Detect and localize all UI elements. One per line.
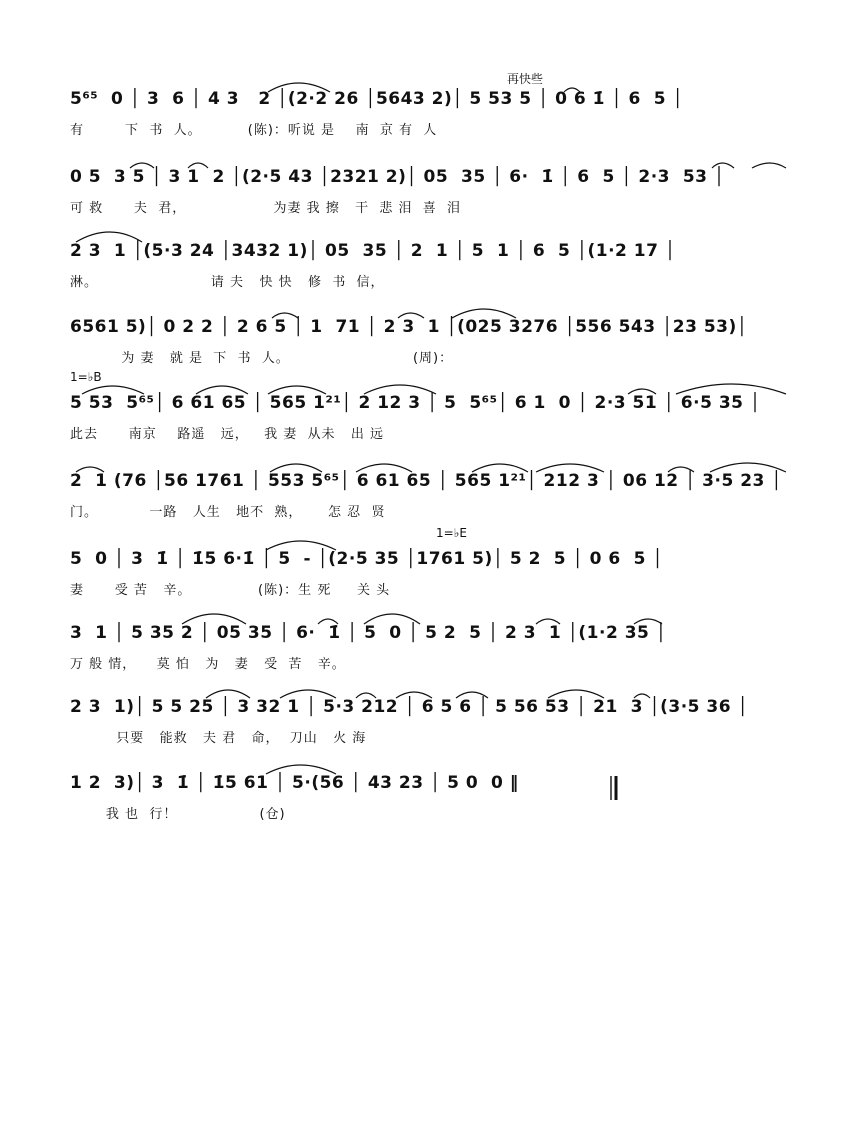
lyrics-line	[70, 502, 792, 524]
key-change-bflat: 1=♭B	[70, 370, 102, 384]
lyrics-text: 只要 能救 夫 君 命， 刀山 火 海	[70, 731, 367, 746]
score-system-10	[0, 764, 864, 834]
lyrics-line	[70, 580, 792, 602]
notation-text: 0 5 3 5 │ 3 1 2 │(2·5 43 │2321 2)│ 05 35 │ 6· 1̇ │ 6 5 │ 2·3 53 │	[70, 167, 725, 187]
lyrics-text: 我 也 行！ (仓)	[70, 807, 286, 822]
lyrics-line	[70, 272, 792, 294]
lyrics-line	[70, 728, 792, 750]
lyrics-text: 可 救 夫 君， 为妻 我 擦 干 悲 泪 喜 泪	[70, 201, 462, 216]
score-system-2	[0, 158, 864, 228]
lyrics-line	[70, 348, 792, 370]
notation-line	[70, 158, 792, 196]
tempo-marking: 再快些	[507, 72, 544, 86]
score-system-8	[0, 614, 864, 684]
notation-text: 2 1 (76 │56 1761 │ 553 5⁶⁵│ 6 61 65 │ 565 1²¹│ 212 3 │ 06 12 │ 3·5 23 │	[70, 471, 783, 491]
notation-line	[70, 308, 792, 346]
score-system-9	[0, 688, 864, 758]
notation-line	[70, 80, 792, 118]
score-system-3	[0, 232, 864, 302]
lyrics-line	[70, 804, 792, 826]
notation-text: 5 53 5⁶⁵│ 6 61 65 │ 565 1²¹│ 2 12 3 │ 5 5⁶⁵│ 6 1 0 │ 2·3 51 │ 6·5 35 │	[70, 393, 761, 413]
lyrics-text: 万 般 情， 莫 怕 为 妻 受 苦 辛。	[70, 657, 346, 672]
notation-line	[70, 232, 792, 270]
lyrics-line	[70, 654, 792, 676]
notation-text: 3 1 │ 5 35 2 │ 05 35 │ 6· 1̇ │ 5 0 │ 5 2 5 │ 2 3 1 │(1·2 35 │	[70, 623, 667, 643]
score-system-4	[0, 308, 864, 378]
notation-text: 2 3 1 │(5·3 24 │3432 1)│ 05 35 │ 2 1 │ 5 1 │ 6 5 │(1·2 17 │	[70, 241, 676, 261]
notation-text: 6561 5)│ 0 2 2 │ 2 6 5 │ 1 71 │ 2 3 1 │(025 3276 │556 543 │23 53)│	[70, 317, 748, 337]
lyrics-text: 门。 一路 人生 地不 熟， 怎 忍 贤	[70, 505, 386, 520]
notation-text: 5 0 │ 3 1̇ │ 1̇5 6·1̇ │ 5 - │(2·5 35 │1761 5)│ 5 2 5 │ 0 6 5 │	[70, 549, 664, 569]
lyrics-text: 淋。 请 夫 快 快 修 书 信，	[70, 275, 385, 290]
lyrics-text: 此去 南京 路遥 远， 我 妻 从未 出 远	[70, 427, 385, 442]
lyrics-line	[70, 120, 792, 142]
score-system-5	[0, 370, 864, 454]
lyrics-text: 有 下 书 人。 (陈)：听说 是 南 京 有 人	[70, 123, 438, 138]
lyrics-line	[70, 424, 792, 446]
notation-text: 2 3 1)│ 5 5 25 │ 3 32 1 │ 5·3 212 │ 6 5 6 │ 5 56 53 │ 21 3 │(3·5 36 │	[70, 697, 749, 717]
notation-line	[70, 540, 792, 578]
lyrics-text: 为 妻 就 是 下 书 人。 (周)：	[70, 351, 454, 366]
notation-line	[70, 764, 792, 802]
score-system-6	[0, 462, 864, 532]
notation-line	[70, 688, 792, 726]
score-system-1	[0, 72, 864, 150]
notation-line	[70, 384, 792, 422]
notation-text: 1 2 3)│ 3 1̇ │ 1̇5 61 │ 5·(56 │ 43 23 │ 5 0 0 ‖	[70, 773, 519, 793]
lyrics-text: 妻 受 苦 辛。 (陈)：生 死 关 头	[70, 583, 391, 598]
notation-line	[70, 614, 792, 652]
lyrics-line	[70, 198, 792, 220]
key-change-eflat: 1=♭E	[436, 526, 467, 540]
notation-line	[70, 462, 792, 500]
notation-text: 5⁶⁵ 0 │ 3 6 │ 4 3 2 │(2·2 26 │5643 2)│ 5 53 5 │ 0 6 1̇ │ 6 5 │	[70, 89, 684, 109]
score-system-7	[0, 526, 864, 610]
